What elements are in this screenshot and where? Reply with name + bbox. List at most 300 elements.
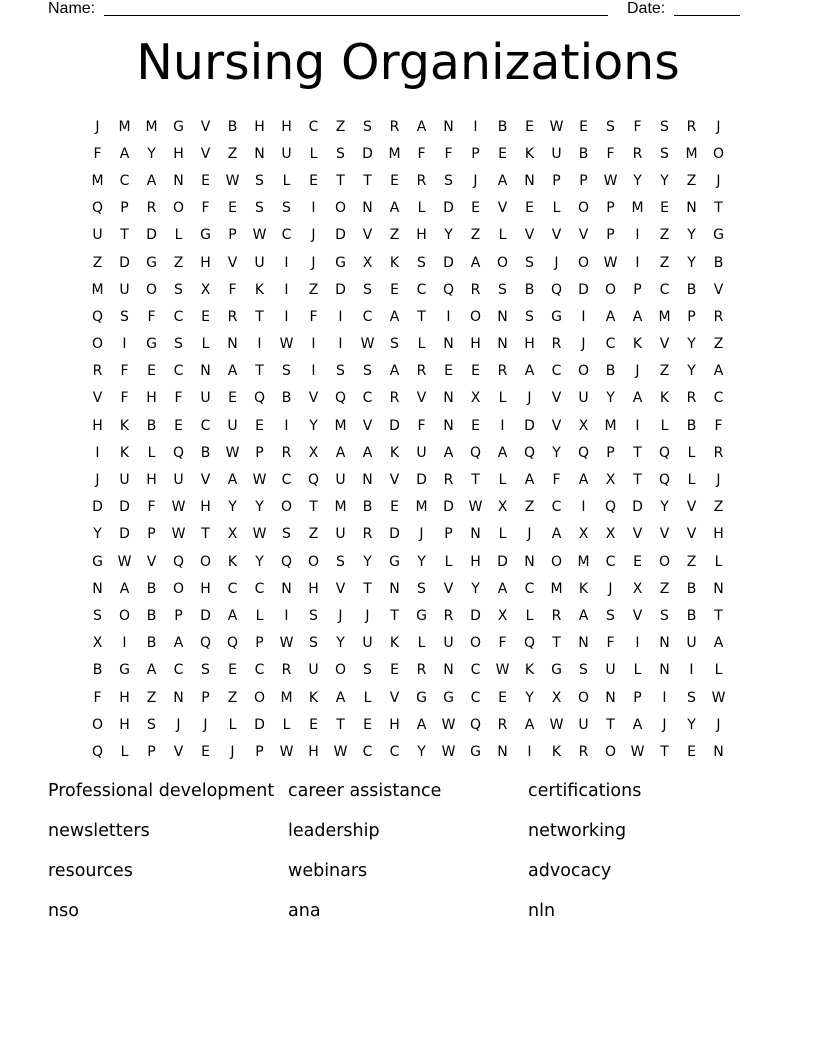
- grid-letter: S: [687, 689, 696, 706]
- grid-letter: R: [416, 363, 427, 380]
- grid-letter: C: [713, 390, 724, 407]
- grid-letter: Z: [308, 526, 319, 543]
- grid-letter: T: [336, 172, 345, 189]
- grid-letter: Y: [444, 227, 453, 244]
- grid-letter: X: [605, 526, 616, 543]
- grid-letter: R: [443, 607, 454, 624]
- grid-letter: S: [282, 200, 291, 217]
- grid-letter: I: [95, 444, 100, 461]
- grid-letter: P: [174, 607, 183, 624]
- grid-letter: B: [578, 145, 589, 162]
- grid-letter: B: [146, 580, 157, 597]
- grid-letter: W: [225, 172, 240, 189]
- grid-letter: J: [230, 743, 235, 760]
- word-list-item: nso: [48, 901, 79, 921]
- grid-letter: H: [281, 118, 292, 135]
- grid-letter: A: [443, 444, 454, 461]
- grid-letter: J: [716, 118, 721, 135]
- grid-letter: L: [498, 227, 507, 244]
- grid-letter: S: [174, 281, 183, 298]
- grid-letter: Y: [552, 444, 561, 461]
- grid-letter: W: [495, 662, 510, 679]
- grid-letter: H: [200, 254, 211, 271]
- grid-letter: A: [524, 363, 535, 380]
- grid-letter: T: [552, 635, 561, 652]
- grid-letter: W: [360, 336, 375, 353]
- name-label: Name:: [48, 0, 96, 17]
- grid-letter: V: [308, 390, 319, 407]
- grid-letter: Q: [523, 635, 536, 652]
- grid-letter: D: [389, 526, 400, 543]
- grid-row: [84, 276, 732, 303]
- grid-letter: X: [551, 689, 562, 706]
- grid-row: [84, 249, 732, 276]
- grid-letter: A: [416, 716, 427, 733]
- word-list-item: newsletters: [48, 821, 150, 841]
- grid-letter: B: [200, 444, 211, 461]
- grid-letter: X: [605, 472, 616, 489]
- grid-letter: J: [527, 390, 532, 407]
- grid-letter: S: [282, 526, 291, 543]
- grid-letter: M: [631, 200, 644, 217]
- grid-letter: K: [578, 580, 589, 597]
- grid-letter: T: [120, 227, 129, 244]
- grid-letter: Z: [227, 145, 238, 162]
- grid-letter: F: [201, 200, 210, 217]
- grid-letter: H: [146, 390, 157, 407]
- grid-letter: G: [470, 743, 481, 760]
- grid-letter: G: [416, 607, 427, 624]
- grid-letter: K: [551, 743, 562, 760]
- grid-letter: J: [311, 254, 316, 271]
- grid-letter: Y: [93, 526, 102, 543]
- grid-letter: M: [577, 553, 590, 570]
- grid-letter: Z: [659, 580, 670, 597]
- grid-letter: U: [335, 526, 346, 543]
- grid-letter: S: [174, 336, 183, 353]
- grid-letter: F: [147, 308, 156, 325]
- grid-letter: V: [389, 689, 400, 706]
- grid-letter: H: [254, 118, 265, 135]
- grid-letter: I: [284, 281, 289, 298]
- word-list-item: advocacy: [528, 861, 612, 881]
- grid-letter: R: [416, 172, 427, 189]
- grid-letter: M: [334, 417, 347, 434]
- grid-letter: U: [443, 635, 454, 652]
- grid-row: [84, 195, 732, 222]
- grid-letter: I: [338, 308, 343, 325]
- grid-letter: E: [201, 172, 210, 189]
- grid-letter: Y: [660, 499, 669, 516]
- grid-letter: Q: [442, 281, 455, 298]
- grid-letter: G: [119, 662, 130, 679]
- grid-letter: Y: [147, 145, 156, 162]
- grid-letter: G: [146, 336, 157, 353]
- grid-letter: N: [524, 172, 535, 189]
- grid-letter: U: [686, 635, 697, 652]
- grid-letter: Q: [307, 472, 320, 489]
- grid-letter: F: [552, 472, 561, 489]
- grid-letter: X: [578, 417, 589, 434]
- grid-letter: O: [334, 200, 347, 217]
- grid-letter: L: [525, 607, 534, 624]
- grid-letter: L: [255, 607, 264, 624]
- grid-letter: W: [549, 716, 564, 733]
- grid-letter: N: [281, 580, 292, 597]
- grid-letter: O: [172, 200, 185, 217]
- grid-letter: D: [200, 607, 211, 624]
- grid-letter: Y: [606, 390, 615, 407]
- grid-letter: R: [713, 308, 724, 325]
- grid-letter: X: [227, 526, 238, 543]
- grid-letter: M: [145, 118, 158, 135]
- grid-letter: K: [524, 662, 535, 679]
- grid-letter: O: [658, 553, 671, 570]
- grid-letter: U: [119, 472, 130, 489]
- grid-letter: V: [200, 118, 211, 135]
- grid-letter: F: [606, 145, 615, 162]
- grid-letter: P: [201, 689, 210, 706]
- grid-letter: Z: [686, 172, 697, 189]
- grid-letter: O: [145, 281, 158, 298]
- grid-letter: H: [173, 145, 184, 162]
- grid-letter: N: [713, 743, 724, 760]
- grid-letter: R: [578, 743, 589, 760]
- grid-letter: V: [200, 472, 211, 489]
- grid-letter: B: [713, 254, 724, 271]
- grid-letter: Z: [659, 227, 670, 244]
- grid-letter: W: [279, 635, 294, 652]
- grid-row: [84, 630, 732, 657]
- grid-letter: C: [173, 363, 184, 380]
- grid-letter: C: [470, 689, 481, 706]
- grid-letter: K: [659, 390, 670, 407]
- grid-letter: E: [471, 417, 480, 434]
- grid-letter: Y: [417, 743, 426, 760]
- grid-letter: R: [389, 118, 400, 135]
- grid-letter: A: [119, 580, 130, 597]
- grid-letter: F: [120, 390, 129, 407]
- grid-letter: T: [201, 526, 210, 543]
- grid-letter: M: [91, 172, 104, 189]
- grid-letter: F: [228, 281, 237, 298]
- grid-letter: O: [469, 308, 482, 325]
- grid-letter: T: [390, 607, 399, 624]
- grid-letter: D: [335, 227, 346, 244]
- grid-letter: O: [91, 336, 104, 353]
- grid-letter: F: [606, 635, 615, 652]
- grid-letter: V: [416, 390, 427, 407]
- grid-letter: I: [284, 308, 289, 325]
- grid-letter: H: [713, 526, 724, 543]
- grid-letter: M: [334, 499, 347, 516]
- grid-letter: Q: [334, 390, 347, 407]
- grid-letter: C: [281, 227, 292, 244]
- grid-letter: G: [146, 254, 157, 271]
- grid-letter: L: [444, 553, 453, 570]
- grid-letter: D: [416, 472, 427, 489]
- grid-letter: W: [117, 553, 132, 570]
- grid-letter: S: [579, 662, 588, 679]
- grid-letter: N: [713, 580, 724, 597]
- grid-letter: L: [552, 200, 561, 217]
- grid-letter: B: [497, 118, 508, 135]
- grid-letter: W: [468, 499, 483, 516]
- grid-letter: S: [444, 172, 453, 189]
- grid-letter: V: [362, 227, 373, 244]
- grid-letter: C: [200, 417, 211, 434]
- grid-row: [84, 303, 732, 330]
- grid-letter: T: [255, 363, 264, 380]
- grid-letter: U: [227, 417, 238, 434]
- grid-letter: K: [389, 635, 400, 652]
- grid-letter: E: [525, 200, 534, 217]
- grid-letter: V: [524, 227, 535, 244]
- grid-letter: R: [92, 363, 103, 380]
- grid-letter: U: [173, 472, 184, 489]
- grid-letter: C: [524, 580, 535, 597]
- grid-letter: Z: [389, 227, 400, 244]
- grid-letter: X: [362, 254, 373, 271]
- grid-letter: O: [91, 716, 104, 733]
- grid-letter: S: [498, 281, 507, 298]
- grid-letter: N: [659, 635, 670, 652]
- date-blank-line[interactable]: [674, 15, 740, 16]
- grid-letter: V: [551, 227, 562, 244]
- grid-row: [84, 657, 732, 684]
- grid-letter: A: [227, 472, 238, 489]
- grid-letter: D: [443, 499, 454, 516]
- grid-letter: V: [443, 580, 454, 597]
- grid-letter: Q: [226, 635, 239, 652]
- word-list-item: leadership: [288, 821, 380, 841]
- grid-letter: F: [417, 417, 426, 434]
- grid-letter: O: [172, 580, 185, 597]
- grid-letter: A: [146, 662, 157, 679]
- grid-letter: A: [632, 716, 643, 733]
- grid-letter: N: [362, 200, 373, 217]
- grid-letter: P: [255, 444, 264, 461]
- grid-letter: L: [498, 390, 507, 407]
- grid-letter: H: [389, 716, 400, 733]
- grid-letter: A: [389, 200, 400, 217]
- grid-letter: I: [473, 118, 478, 135]
- grid-letter: W: [252, 227, 267, 244]
- grid-letter: D: [119, 526, 130, 543]
- grid-letter: L: [282, 716, 291, 733]
- grid-letter: E: [444, 363, 453, 380]
- grid-letter: D: [92, 499, 103, 516]
- grid-letter: A: [227, 363, 238, 380]
- grid-letter: F: [147, 499, 156, 516]
- grid-letter: D: [497, 553, 508, 570]
- grid-letter: Q: [577, 444, 590, 461]
- grid-letter: E: [471, 363, 480, 380]
- grid-letter: J: [716, 472, 721, 489]
- grid-letter: U: [308, 662, 319, 679]
- grid-letter: T: [363, 172, 372, 189]
- grid-letter: Y: [255, 499, 264, 516]
- word-list-item: resources: [48, 861, 133, 881]
- grid-letter: S: [606, 607, 615, 624]
- grid-letter: A: [632, 390, 643, 407]
- grid-letter: A: [146, 172, 157, 189]
- grid-letter: K: [119, 444, 130, 461]
- word-list-item: networking: [528, 821, 627, 841]
- grid-letter: T: [255, 308, 264, 325]
- grid-letter: S: [282, 363, 291, 380]
- grid-letter: W: [630, 743, 645, 760]
- grid-letter: P: [228, 227, 237, 244]
- grid-letter: E: [390, 499, 399, 516]
- grid-letter: E: [498, 689, 507, 706]
- grid-row: [84, 140, 732, 167]
- grid-letter: I: [122, 635, 127, 652]
- grid-letter: E: [633, 553, 642, 570]
- grid-letter: U: [281, 145, 292, 162]
- grid-letter: A: [632, 308, 643, 325]
- grid-letter: T: [309, 499, 318, 516]
- grid-letter: F: [498, 635, 507, 652]
- word-list-item: career assistance: [288, 781, 442, 801]
- grid-letter: Y: [687, 363, 696, 380]
- grid-letter: S: [255, 200, 264, 217]
- grid-letter: E: [201, 743, 210, 760]
- grid-letter: W: [252, 472, 267, 489]
- grid-letter: D: [443, 200, 454, 217]
- grid-letter: G: [416, 689, 427, 706]
- grid-letter: E: [201, 308, 210, 325]
- grid-letter: N: [497, 308, 508, 325]
- grid-letter: O: [496, 254, 509, 271]
- grid-letter: P: [606, 200, 615, 217]
- grid-letter: S: [660, 607, 669, 624]
- grid-letter: J: [95, 118, 100, 135]
- grid-letter: C: [173, 662, 184, 679]
- grid-letter: C: [416, 281, 427, 298]
- grid-letter: X: [308, 444, 319, 461]
- grid-letter: Q: [469, 444, 482, 461]
- grid-letter: Y: [525, 689, 534, 706]
- grid-letter: Z: [659, 254, 670, 271]
- grid-row: [84, 412, 732, 439]
- grid-letter: H: [524, 336, 535, 353]
- grid-row: [84, 711, 732, 738]
- grid-letter: X: [497, 607, 508, 624]
- grid-letter: H: [92, 417, 103, 434]
- grid-letter: S: [93, 607, 102, 624]
- grid-letter: E: [498, 145, 507, 162]
- grid-letter: K: [119, 417, 130, 434]
- grid-letter: U: [551, 145, 562, 162]
- grid-letter: S: [417, 254, 426, 271]
- grid-row: [84, 167, 732, 194]
- grid-letter: Z: [686, 553, 697, 570]
- word-search-grid: [84, 113, 732, 766]
- grid-letter: N: [497, 743, 508, 760]
- grid-letter: M: [550, 580, 563, 597]
- grid-letter: L: [147, 444, 156, 461]
- grid-letter: V: [92, 390, 103, 407]
- grid-letter: A: [524, 472, 535, 489]
- grid-letter: X: [578, 526, 589, 543]
- grid-letter: E: [471, 200, 480, 217]
- grid-letter: E: [390, 172, 399, 189]
- word-list-item: webinars: [288, 861, 368, 881]
- grid-letter: P: [255, 635, 264, 652]
- grid-letter: Z: [659, 363, 670, 380]
- grid-letter: G: [713, 227, 724, 244]
- grid-letter: A: [497, 444, 508, 461]
- grid-letter: N: [470, 526, 481, 543]
- grid-letter: O: [577, 200, 590, 217]
- grid-letter: B: [524, 281, 535, 298]
- grid-letter: J: [338, 607, 343, 624]
- date-label: Date:: [627, 0, 666, 17]
- word-list-item: nln: [528, 901, 556, 921]
- grid-letter: S: [336, 553, 345, 570]
- grid-letter: R: [389, 390, 400, 407]
- grid-letter: R: [497, 363, 508, 380]
- name-blank-line[interactable]: [104, 15, 608, 16]
- grid-letter: I: [635, 227, 640, 244]
- grid-letter: N: [443, 662, 454, 679]
- grid-letter: G: [335, 254, 346, 271]
- grid-letter: N: [497, 336, 508, 353]
- grid-letter: Y: [687, 227, 696, 244]
- grid-letter: O: [118, 607, 131, 624]
- grid-letter: G: [551, 308, 562, 325]
- grid-letter: J: [716, 172, 721, 189]
- grid-letter: R: [281, 662, 292, 679]
- grid-letter: L: [174, 227, 183, 244]
- grid-letter: J: [311, 227, 316, 244]
- grid-letter: S: [606, 118, 615, 135]
- grid-letter: Q: [280, 553, 293, 570]
- grid-letter: F: [714, 417, 723, 434]
- grid-letter: S: [120, 308, 129, 325]
- grid-letter: P: [120, 200, 129, 217]
- grid-letter: D: [119, 499, 130, 516]
- grid-letter: U: [605, 662, 616, 679]
- grid-letter: T: [336, 716, 345, 733]
- grid-letter: Q: [604, 499, 617, 516]
- grid-letter: N: [443, 118, 454, 135]
- grid-letter: I: [581, 499, 586, 516]
- grid-letter: C: [281, 472, 292, 489]
- grid-letter: L: [498, 526, 507, 543]
- grid-letter: V: [659, 336, 670, 353]
- grid-letter: L: [309, 145, 318, 162]
- grid-letter: A: [362, 444, 373, 461]
- grid-letter: Z: [470, 227, 481, 244]
- grid-letter: N: [200, 363, 211, 380]
- grid-letter: J: [554, 254, 559, 271]
- grid-letter: J: [716, 716, 721, 733]
- grid-letter: C: [254, 580, 265, 597]
- grid-letter: H: [119, 689, 130, 706]
- grid-letter: W: [279, 743, 294, 760]
- grid-letter: K: [389, 444, 400, 461]
- grid-letter: X: [632, 580, 643, 597]
- grid-letter: E: [363, 716, 372, 733]
- grid-letter: K: [308, 689, 319, 706]
- grid-letter: F: [444, 145, 453, 162]
- header: [0, 0, 816, 20]
- grid-letter: B: [146, 635, 157, 652]
- grid-letter: S: [309, 635, 318, 652]
- grid-letter: Z: [146, 689, 157, 706]
